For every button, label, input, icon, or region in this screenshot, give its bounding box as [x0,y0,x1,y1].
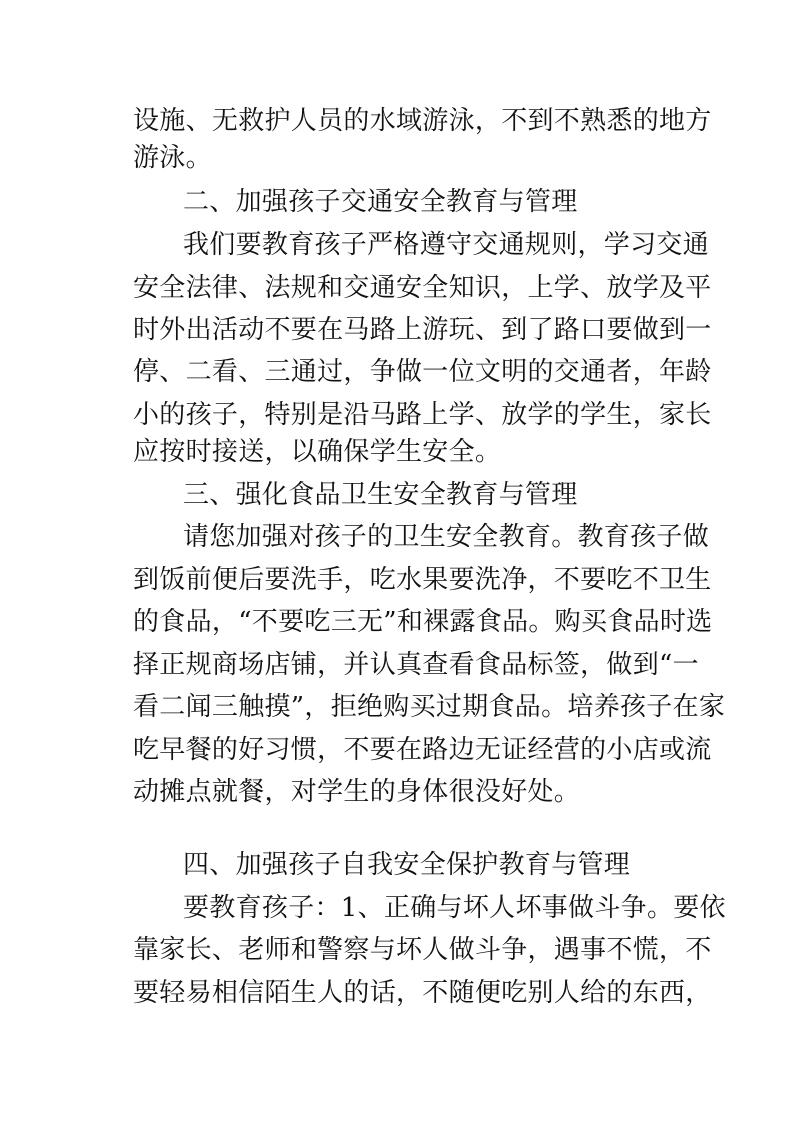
section-heading: 三、强化食品卫生安全教育与管理 [183,480,578,510]
text-line: 时外出活动不要在马路上游玩、到了路口要做到一 [133,315,712,345]
section-heading: 二、加强孩子交通安全教育与管理 [183,187,578,217]
text-line: 动摊点就餐，对学生的身体很没好处。 [133,777,581,807]
text-line: 应按时接送，以确保学生安全。 [133,437,502,467]
text-line: 设施、无救护人员的水域游泳，不到不熟悉的地方 [133,106,712,136]
text-line: 的食品，“不要吃三无”和裸露食品。购买食品时选 [133,607,713,637]
text-line: 请您加强对孩子的卫生安全教育。教育孩子做 [183,522,710,552]
text-line: 要教育孩子：1、正确与坏人坏事做斗争。要依 [183,893,726,923]
text-line: 到饭前便后要洗手，吃水果要洗净，不要吃不卫生 [133,565,712,595]
text-line: 靠家长、老师和警察与坏人做斗争，遇事不慌，不 [133,935,712,965]
text-line: 看二闻三触摸”，拒绝购买过期食品。培养孩子在家 [133,692,726,722]
text-line: 游泳。 [133,143,212,173]
text-line: 安全法律、法规和交通安全知识，上学、放学及平 [133,273,712,303]
text-line: 小的孩子，特别是沿马路上学、放学的学生，家长 [133,400,712,430]
text-line: 吃早餐的好习惯，不要在路边无证经营的小店或流 [133,735,712,765]
text-line: 停、二看、三通过，争做一位文明的交通者，年龄 [133,357,712,387]
text-line: 我们要教育孩子严格遵守交通规则，学习交通 [183,230,710,260]
text-line: 要轻易相信陌生人的话，不随便吃别人给的东西， [133,978,712,1008]
section-heading: 四、加强孩子自我安全保护教育与管理 [183,850,631,880]
text-line: 择正规商场店铺，并认真查看食品标签，做到“一 [133,650,699,680]
